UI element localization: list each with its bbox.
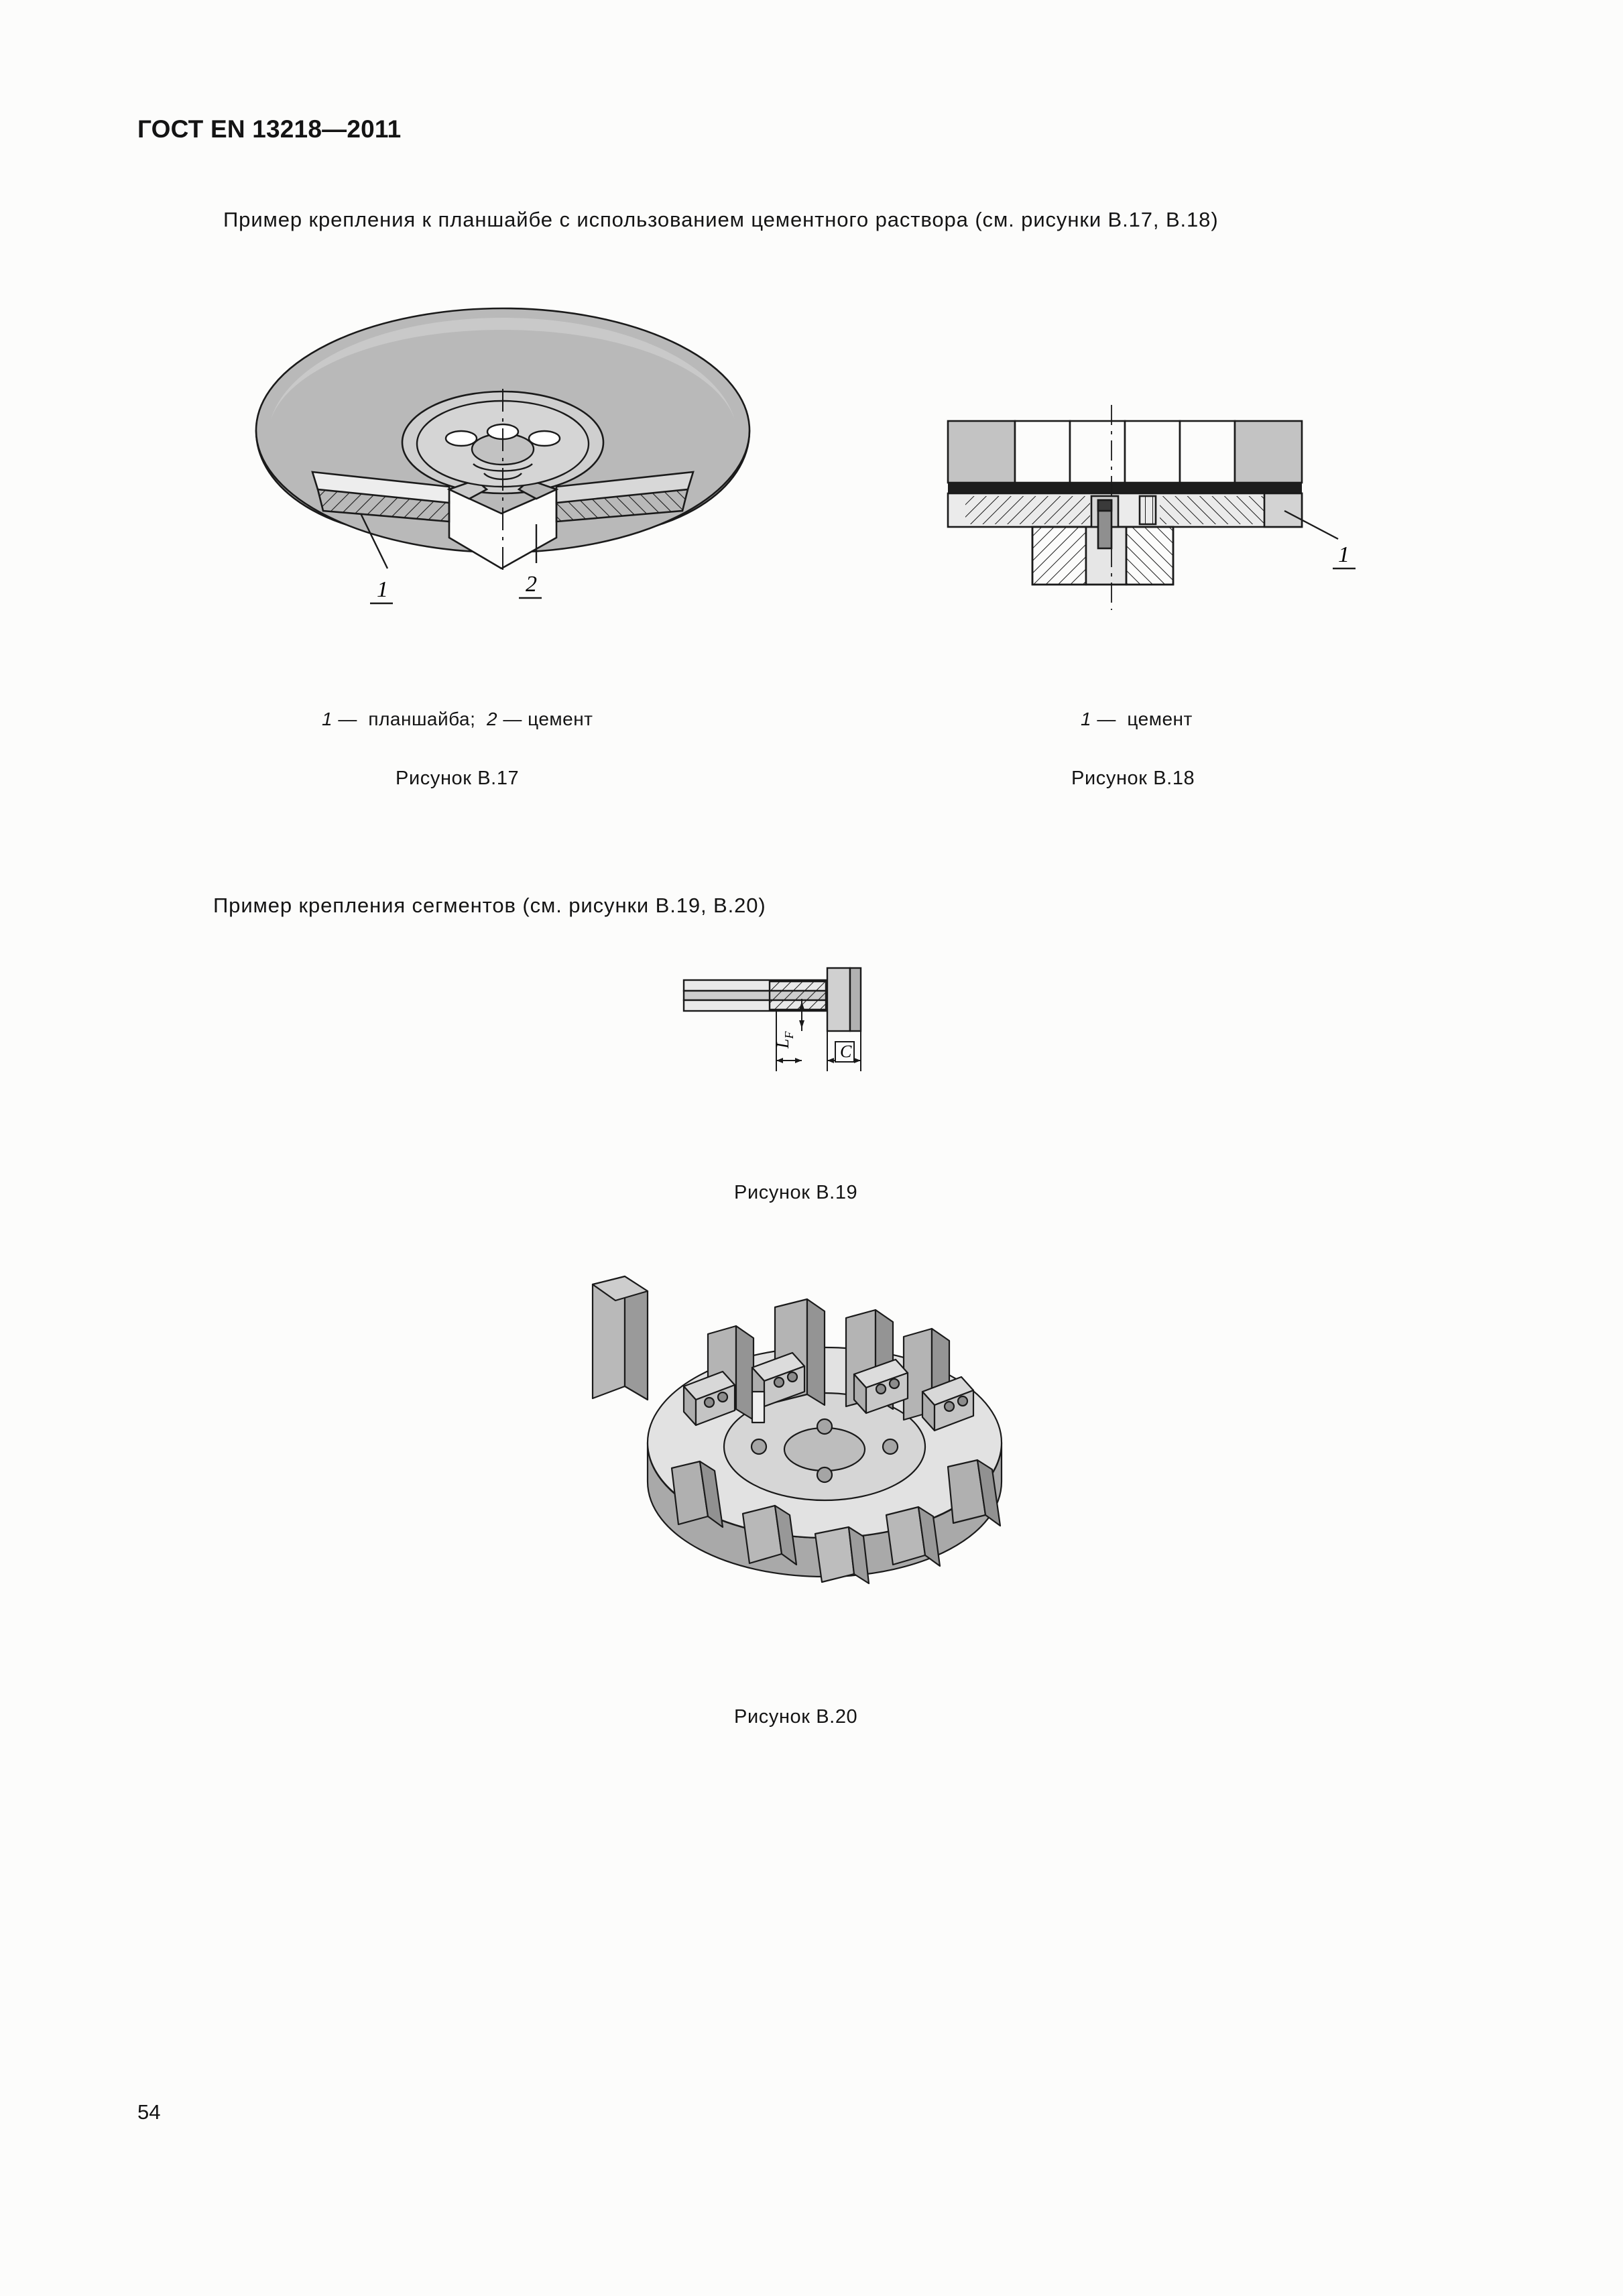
figure-b19 [677,959,959,1133]
legend-text-2: цемент [528,709,593,729]
svg-text:C: C [840,1042,852,1061]
legend-number-1: 1 [1081,709,1092,729]
legend-number-2: 2 [486,709,498,729]
b19-label-c [835,1042,854,1062]
legend-text-1: планшайба; [368,709,476,729]
b17-callout-2: 2 [526,572,537,597]
figure-b19-caption: Рисунок В.19 [734,1182,858,1203]
legend-dash-1: — [1097,709,1116,729]
paragraph-segment-mounting: Пример крепления сегментов (см. рисунки В.19, В.20) [213,894,766,917]
legend-number-1: 1 [322,709,333,729]
b20-wheel [593,1276,1002,1583]
figure-b20 [583,1267,1053,1669]
b20-detached-segment [593,1276,648,1400]
figure-b20-caption: Рисунок В.20 [734,1706,858,1728]
legend-dash-2: — [503,709,522,729]
legend-text-1: цемент [1127,709,1193,729]
b18-section [948,421,1302,585]
b18-callout-1: 1 [1338,542,1349,567]
figure-b17-legend [322,709,593,730]
figure-b17-caption: Рисунок В.17 [396,768,520,789]
b17-callout-1: 1 [377,577,388,602]
paragraph-cement-mounting: Пример крепления к планшайбе с использованием цементного раствора (см. рисунки В.17, В.18) [223,208,1219,231]
document-header: ГОСТ EN 13218—2011 [137,115,402,143]
figure-b17 [248,288,758,690]
figure-b18-caption: Рисунок В.18 [1071,768,1195,789]
legend-dash-1: — [338,709,357,729]
b19-section [684,968,861,1031]
page-number: 54 [137,2100,161,2124]
figure-b18-legend [1081,709,1193,730]
svg-text:LF: $L_F$ [773,1031,796,1048]
figure-b18 [939,396,1381,657]
